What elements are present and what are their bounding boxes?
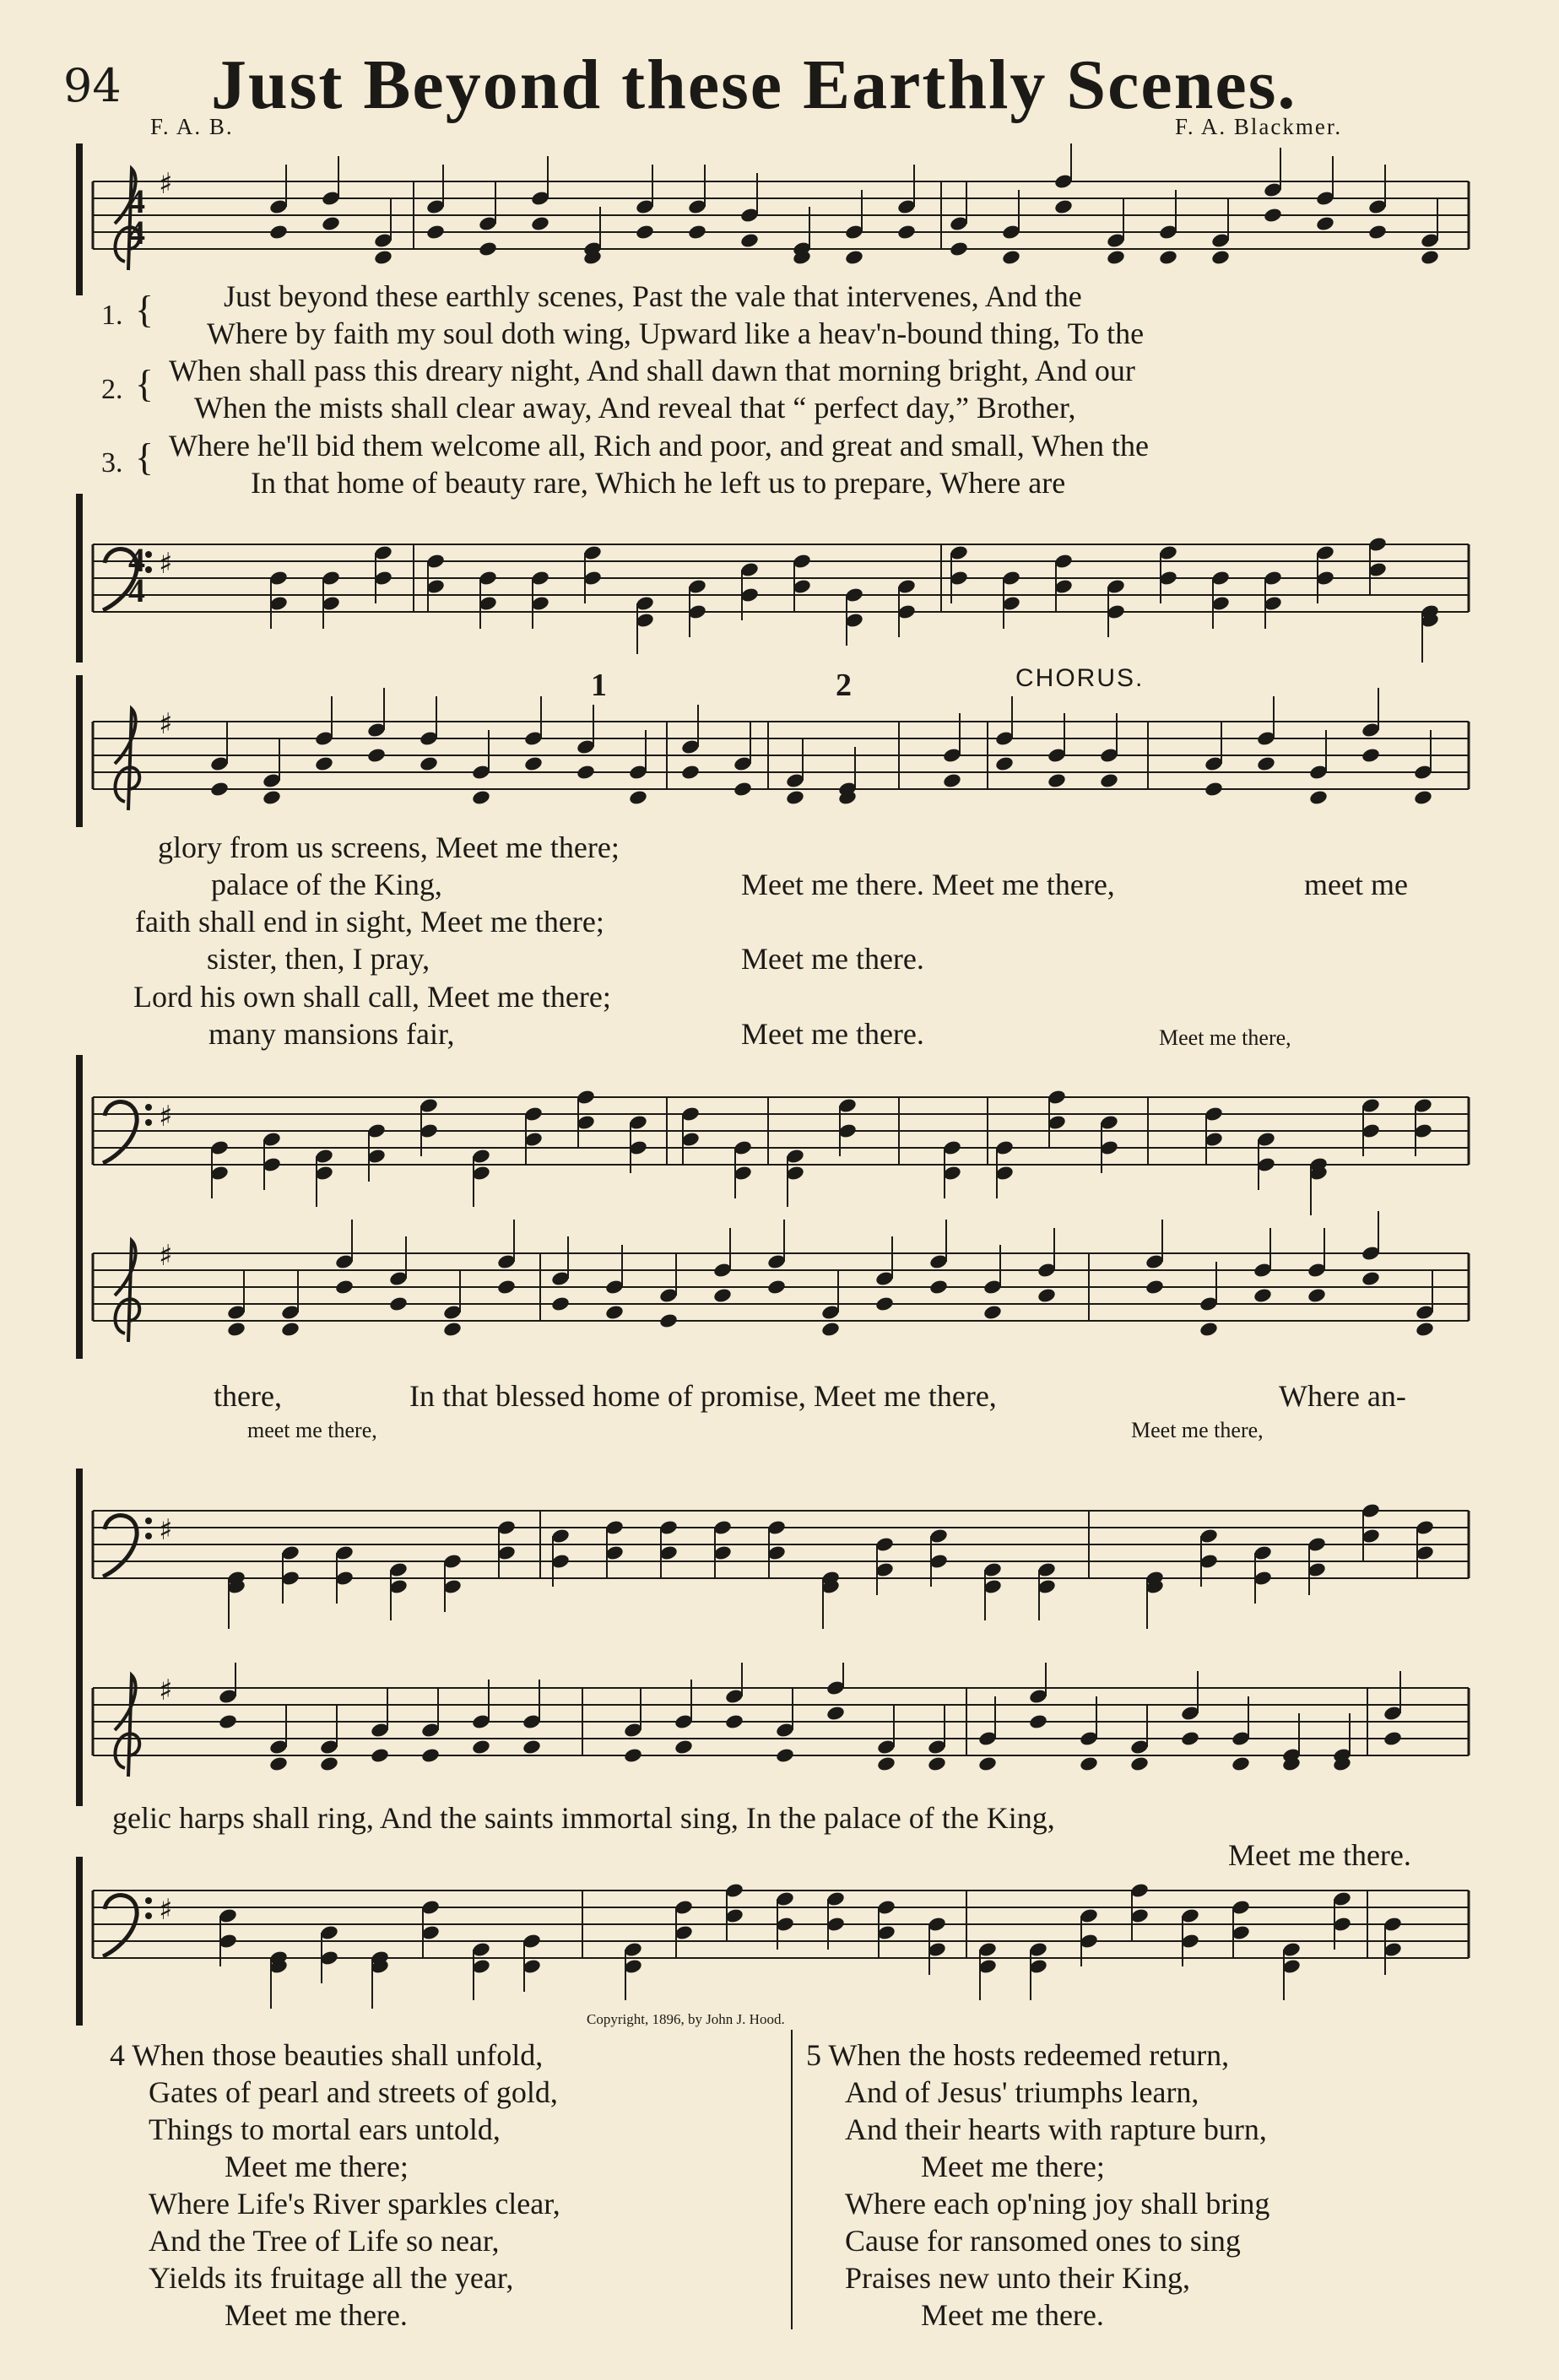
verse-brace-1: { <box>135 288 154 331</box>
page-number: 94 <box>63 59 122 112</box>
note-head <box>442 1321 463 1338</box>
note-head <box>1145 1279 1165 1295</box>
verse-line: Meet me there. <box>225 2298 408 2332</box>
treble-clef-icon <box>115 1675 139 1777</box>
lyric-line: Lord his own shall call, Meet me there; <box>133 980 611 1014</box>
note-head <box>471 1739 491 1755</box>
system-bracket <box>76 1857 83 2026</box>
note-head <box>942 772 962 789</box>
note-head <box>1413 789 1433 806</box>
lyric-line: When shall pass this dreary night, And shall dawn that morning bright, And our <box>169 354 1135 387</box>
note-head <box>1420 249 1440 266</box>
note-head <box>373 249 393 266</box>
note-head <box>1099 772 1119 789</box>
note-head <box>1361 1270 1381 1287</box>
bass-clef-dot <box>145 1517 152 1524</box>
lyric-line: many mansions fair, <box>208 1017 455 1051</box>
note-head <box>949 241 969 257</box>
note-head <box>724 1713 744 1730</box>
note-head <box>1001 249 1021 266</box>
system4-treble-staff <box>0 1663 1559 1806</box>
note-head <box>388 1295 409 1312</box>
lyric-line: Where by faith my soul doth wing, Upward like a heav'n-bound thing, To the <box>207 316 1145 350</box>
verse-line: Where Life's River sparkles clear, <box>149 2187 560 2220</box>
verse-line: Things to mortal ears untold, <box>149 2112 501 2146</box>
note-head <box>1158 249 1178 266</box>
note-head <box>209 781 230 798</box>
note-head <box>478 241 498 257</box>
note-head <box>1199 1321 1219 1338</box>
note-head <box>1053 198 1074 215</box>
note-head <box>334 1279 355 1295</box>
system2-bass-staff <box>0 1055 1559 1224</box>
note-head <box>522 1739 542 1755</box>
verse-line: Yields its fruitage all the year, <box>149 2261 514 2295</box>
note-head <box>982 1304 1003 1321</box>
verse-5 <box>806 2037 1269 2334</box>
note-head <box>628 789 648 806</box>
note-head <box>1106 249 1126 266</box>
verse-line: Praises new unto their King, <box>845 2261 1190 2295</box>
note-head <box>1253 1287 1273 1304</box>
verse-line: Gates of pearl and streets of gold, <box>149 2075 558 2109</box>
lyric-line: palace of the King, <box>211 868 442 901</box>
note-head <box>1315 215 1335 232</box>
verse-line: Where each op'ning joy shall bring <box>845 2187 1270 2220</box>
note-head <box>687 224 707 241</box>
note-head <box>496 1279 517 1295</box>
note-head <box>1079 1755 1099 1772</box>
note-head <box>1180 1730 1200 1747</box>
note-head <box>977 1755 998 1772</box>
note-head <box>712 1287 733 1304</box>
lyric-line: there, <box>214 1379 282 1413</box>
note-head <box>425 224 446 241</box>
note-head <box>226 1321 246 1338</box>
lyric-line: sister, then, I pray, <box>207 942 430 976</box>
note-head <box>680 764 701 781</box>
sharp-icon: ♯ <box>159 1513 173 1547</box>
bass-clef-dot <box>145 1897 152 1904</box>
sharp-icon: ♯ <box>159 1674 173 1707</box>
verse-line: Meet me there. <box>921 2298 1104 2332</box>
bass-clef-dot <box>145 1533 152 1539</box>
verse-5-number: 5 <box>806 2038 821 2072</box>
note-head <box>218 1713 238 1730</box>
hymn-title: Just Beyond these Earthly Scenes. <box>211 46 1297 124</box>
sharp-icon: ♯ <box>159 167 173 201</box>
note-head <box>420 1747 441 1764</box>
note-head <box>1361 747 1381 764</box>
note-head <box>1231 1755 1251 1772</box>
cue-text: meet me there, <box>247 1418 377 1442</box>
lyric-line: Where he'll bid them welcome all, Rich and poor, and great and small, When the <box>169 429 1149 462</box>
note-head <box>1256 755 1276 772</box>
note-head <box>1204 781 1224 798</box>
verse-line: And the Tree of Life so near, <box>149 2224 500 2258</box>
time-sig-bottom-bass: 4 <box>128 571 145 609</box>
lyric-line: Meet me there. <box>741 1017 924 1051</box>
note-head <box>262 789 282 806</box>
note-head <box>766 1279 787 1295</box>
first-ending-label: 1 <box>591 668 607 703</box>
lyric-line: Meet me there. <box>1228 1838 1411 1872</box>
system-bracket <box>76 143 83 295</box>
note-head <box>366 747 387 764</box>
note-head <box>370 1747 390 1764</box>
lyric-line: Meet me there. <box>741 942 924 976</box>
verse-line: Cause for ransomed ones to sing <box>845 2224 1241 2258</box>
note-head <box>775 1747 795 1764</box>
lyric-line: Meet me there. Meet me there, <box>741 868 1115 901</box>
verse-line: Meet me there; <box>921 2150 1105 2183</box>
copyright: Copyright, 1896, by John J. Hood. <box>587 2011 785 2027</box>
system-bracket <box>76 1469 83 1680</box>
note-head <box>826 1705 846 1722</box>
note-head <box>268 224 289 241</box>
time-sig-top-bass: 4 <box>128 541 145 579</box>
words-author: F. A. B. <box>150 114 234 139</box>
note-head <box>635 224 655 241</box>
note-head <box>928 1279 949 1295</box>
note-head <box>1037 1287 1057 1304</box>
note-head <box>623 1747 643 1764</box>
verse-line: When those beauties shall unfold, <box>132 2038 544 2072</box>
verse-number-3: 3. <box>101 447 123 479</box>
note-head <box>876 1755 896 1772</box>
note-head <box>1129 1755 1150 1772</box>
verse-number-2: 2. <box>101 374 123 405</box>
sharp-icon: ♯ <box>159 547 173 581</box>
verse-4 <box>110 2037 560 2334</box>
bass-clef-dot <box>145 1104 152 1111</box>
verse-line: Meet me there; <box>225 2150 409 2183</box>
sharp-icon: ♯ <box>159 1239 173 1273</box>
verse-number-1: 1. <box>101 300 123 331</box>
system-bracket <box>76 1055 83 1224</box>
bass-clef-dot <box>145 551 152 558</box>
system2-treble-staff <box>0 675 1559 827</box>
system-bracket <box>76 675 83 827</box>
sharp-icon: ♯ <box>159 707 173 741</box>
note-head <box>927 1755 947 1772</box>
note-head <box>994 755 1015 772</box>
note-head <box>314 755 334 772</box>
bass-clef-icon <box>103 1516 137 1577</box>
lyric-line: In that home of beauty rare, Which he left us to prepare, Where are <box>251 466 1066 500</box>
note-head <box>1415 1321 1435 1338</box>
note-head <box>1047 772 1067 789</box>
note-head <box>1308 789 1329 806</box>
note-head <box>1367 224 1388 241</box>
verse-brace-2: { <box>135 362 154 405</box>
treble-clef-icon <box>115 709 139 810</box>
note-head <box>280 1321 300 1338</box>
bass-clef-icon <box>103 1102 137 1163</box>
note-head <box>733 781 753 798</box>
note-head <box>820 1321 841 1338</box>
note-head <box>1210 249 1231 266</box>
note-head <box>319 1755 339 1772</box>
system-bracket <box>76 1207 83 1359</box>
note-head <box>550 1295 571 1312</box>
bass-clef-dot <box>145 1912 152 1919</box>
bass-clef-dot <box>145 1119 152 1126</box>
bass-clef-dot <box>145 566 152 573</box>
lyric-line: Just beyond these earthly scenes, Past the vale that intervenes, And the <box>224 279 1082 313</box>
time-sig-bottom-treble: 4 <box>128 214 145 252</box>
system-bracket <box>76 494 83 663</box>
note-head <box>1307 1287 1327 1304</box>
lyric-line: faith shall end in sight, Meet me there; <box>135 905 604 938</box>
note-head <box>321 215 341 232</box>
note-head <box>471 789 491 806</box>
lyric-line: glory from us screens, Meet me there; <box>158 830 620 864</box>
treble-clef-icon <box>115 1241 139 1342</box>
note-head <box>268 1755 289 1772</box>
note-head <box>1383 1730 1403 1747</box>
time-sig-top-treble: 4 <box>128 182 145 220</box>
lyric-line: meet me <box>1304 868 1408 901</box>
note-head <box>739 232 760 249</box>
cue-text: Meet me there, <box>1131 1418 1264 1442</box>
system1-bass-staff <box>0 494 1559 663</box>
note-head <box>844 249 864 266</box>
chorus-label: CHORUS. <box>1015 664 1145 692</box>
column-divider <box>791 2030 793 2329</box>
sharp-icon: ♯ <box>159 1893 173 1927</box>
note-head <box>896 224 917 241</box>
music-author: F. A. Blackmer. <box>1175 114 1343 139</box>
note-head <box>1263 207 1283 224</box>
note-head <box>785 789 805 806</box>
system1-treble-staff <box>0 143 1559 295</box>
verse-line: And of Jesus' triumphs learn, <box>845 2075 1199 2109</box>
note-head <box>674 1739 694 1755</box>
note-head <box>523 755 544 772</box>
system3-treble-staff <box>0 1207 1559 1359</box>
note-head <box>530 215 550 232</box>
note-head <box>1028 1713 1048 1730</box>
bass-clef-icon <box>103 1896 137 1956</box>
system4-bass-staff <box>0 1857 1559 2026</box>
lyric-line: When the mists shall clear away, And reveal that “ perfect day,” Brother, <box>194 391 1076 425</box>
verse-line: When the hosts redeemed return, <box>828 2038 1230 2072</box>
second-ending-label: 2 <box>836 668 852 703</box>
verse-line: And their hearts with rapture burn, <box>845 2112 1267 2146</box>
lyric-line: gelic harps shall ring, And the saints immortal sing, In the palace of the King, <box>112 1801 1055 1835</box>
note-head <box>419 755 439 772</box>
note-head <box>604 1304 625 1321</box>
verse-4-number: 4 <box>110 2038 125 2072</box>
note-head <box>658 1312 679 1329</box>
lyric-line: Where an- <box>1279 1379 1406 1413</box>
note-head <box>576 764 596 781</box>
sharp-icon: ♯ <box>159 1100 173 1133</box>
verse-brace-3: { <box>135 435 154 479</box>
note-head <box>874 1295 895 1312</box>
bass-cue: Meet me there, <box>1159 1025 1291 1050</box>
lyric-line: In that blessed home of promise, Meet me there, <box>409 1379 997 1413</box>
system3-bass-staff <box>0 1469 1559 1680</box>
system-bracket <box>76 1663 83 1806</box>
